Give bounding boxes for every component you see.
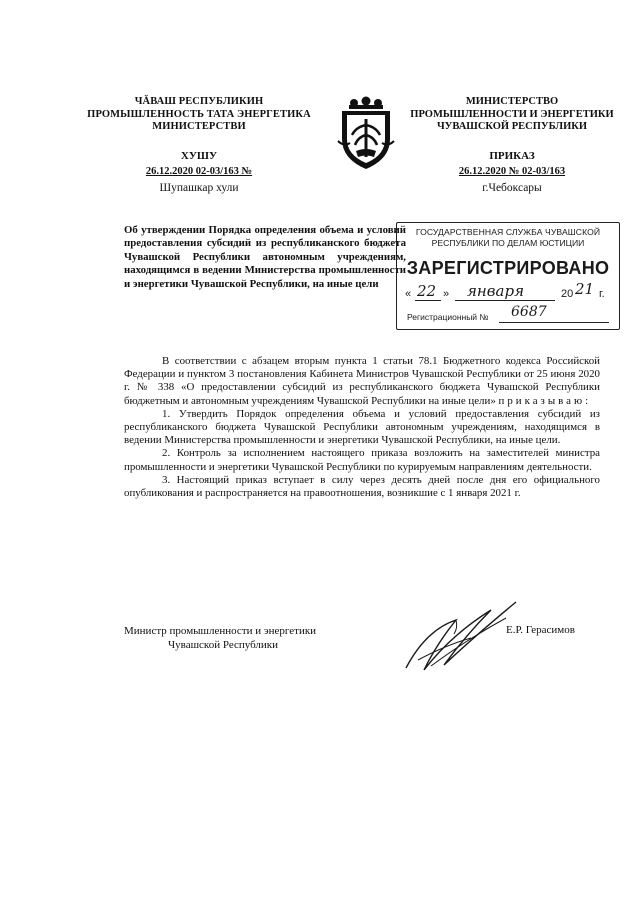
signatory-position bbox=[124, 624, 364, 652]
signatory-position-line1: Министр промышленности и энергетики bbox=[124, 625, 317, 637]
body-order-word: приказываю: bbox=[498, 394, 592, 407]
stamp-registration-row bbox=[407, 304, 613, 324]
stamp-authority-line2: РЕСПУБЛИКИ ПО ДЕЛАМ ЮСТИЦИИ bbox=[431, 238, 585, 248]
stamp-year-suffix: 21 bbox=[575, 280, 595, 298]
header-right-line2: ПРОМЫШЛЕННОСТИ И ЭНЕРГЕТИКИ bbox=[410, 108, 614, 120]
doc-number-right: 26.12.2020 № 02-03/163 bbox=[458, 166, 566, 177]
stamp-reg-label: Регистрационный № bbox=[407, 312, 489, 322]
header-right-line3: ЧУВАШСКОЙ РЕСПУБЛИКИ bbox=[436, 121, 588, 132]
signatory-name: Е.Р. Герасимов bbox=[506, 624, 575, 636]
doc-kind-right: ПРИКАЗ bbox=[489, 150, 535, 162]
body-paragraph-2: 1. Утвердить Порядок определения объема и условий предоставления субсидий из республиканского бюджета Чувашской Республики автономным учреждениям, находящимся в ведении Министерства промышленности и энергетики Чувашской Республики, на иные цели. bbox=[124, 407, 600, 447]
stamp-day: 22 bbox=[417, 282, 437, 300]
body-paragraph-1 bbox=[124, 355, 600, 408]
city-right: г.Чебоксары bbox=[482, 182, 542, 194]
document-body bbox=[124, 355, 600, 500]
stamp-year-end: г. bbox=[599, 288, 605, 300]
stamp-year-prefix: 20 bbox=[561, 288, 574, 300]
header-left-line1: ЧĂВАШ РЕСПУБЛИКИН bbox=[134, 96, 264, 107]
doc-number-left: 26.12.2020 02-03/163 № bbox=[145, 166, 253, 177]
body-paragraph-1-text: В соответствии с абзацем вторым пункта 1 статьи 78.1 Бюджетного кодекса Российской Федерации и пунктом 3 постановления Кабинета Министров Чувашской Республики от 25 июня 2020 г. № 338 «О предоставлении субсидий из республиканского бюджета Чувашской Республики бюджетным и автономным учреждениям Чувашской Республики на иные цели» bbox=[124, 355, 600, 407]
signatory-position-line2: Чувашской Республики bbox=[168, 639, 279, 651]
chuvash-coat-of-arms-icon bbox=[334, 95, 398, 173]
header-left-line3: МИНИСТЕРСТВИ bbox=[152, 121, 246, 132]
city-left: Шупашкар хули bbox=[159, 182, 239, 194]
stamp-quote-close: » bbox=[443, 288, 450, 300]
stamp-reg-number: 6687 bbox=[511, 304, 547, 320]
header-left-line2: ПРОМЫШЛЕННОСТЬ ТАТА ЭНЕРГЕТИКА bbox=[87, 108, 311, 120]
stamp-month: января bbox=[467, 282, 525, 300]
body-paragraph-4: 3. Настоящий приказ вступает в силу через десять дней после дня его официального опубликования и распространяется на правоотношения, возникшие с 1 января 2021 г. bbox=[124, 473, 600, 500]
stamp-status: ЗАРЕГИСТРИРОВАНО bbox=[406, 258, 610, 278]
header-left-authority bbox=[75, 96, 323, 134]
registration-stamp bbox=[396, 222, 620, 330]
stamp-quote-open: « bbox=[405, 288, 412, 300]
header-right-authority bbox=[404, 96, 620, 134]
doc-kind-left: ХУШУ bbox=[180, 150, 218, 162]
stamp-date-row bbox=[403, 280, 615, 304]
stamp-authority-line1: ГОСУДАРСТВЕННАЯ СЛУЖБА ЧУВАШСКОЙ bbox=[415, 227, 601, 237]
body-paragraph-3: 2. Контроль за исполнением настоящего приказа возложить на заместителей министра промышленности и энергетики Чувашской Республики по курируемым направлениям деятельности. bbox=[124, 447, 600, 473]
document-subject: Об утверждении Порядка определения объема и условий предоставления субсидий из республиканского бюджета Чувашской Республики автономным учреждениям, находящимся в ведении Министерства промышленности и энергетики Чувашской Республики, на иные цели bbox=[124, 224, 406, 290]
header-right-line1: МИНИСТЕРСТВО bbox=[465, 96, 559, 107]
